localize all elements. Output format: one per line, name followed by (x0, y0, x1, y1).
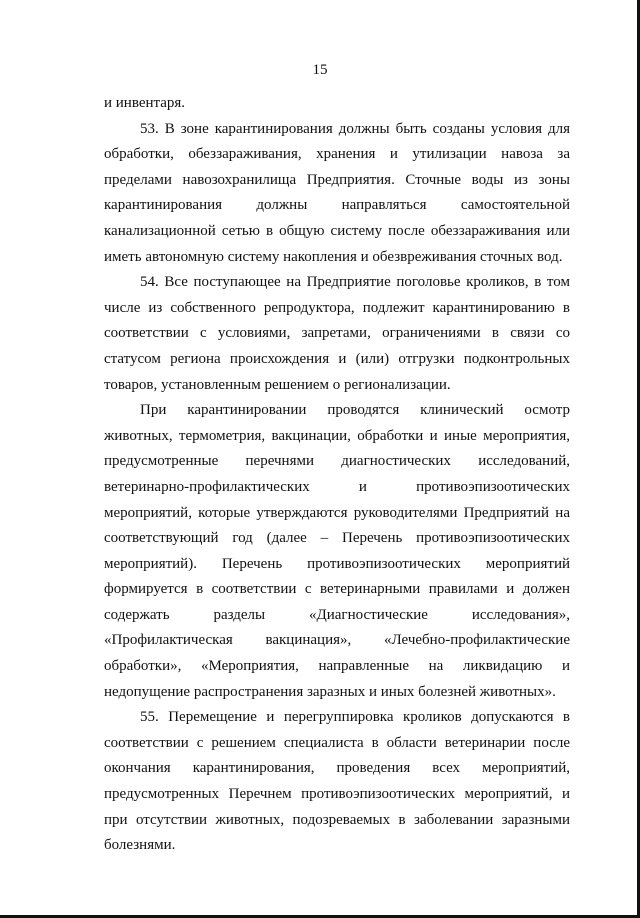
paragraph-53: 53. В зоне карантинирования должны быть созданы условия для обработки, обеззараживания, хранения и утилизации навоза за пределами навозохранилища Предприятия. Сточные воды из зоны карантинирования должны направляться самостоятельной канализационной сетью в общую систему после обеззараживания или иметь автономную систему накопления и обезвреживания сточных вод. (104, 120, 570, 265)
paragraph-54: 54. Все поступающее на Предприятие поголовье кроликов, в том числе из собственного репродуктора, подлежит карантинированию в соответствии с условиями, запретами, ограничениями в связи со статусом региона происхождения и (или) отгрузки подконтрольных товаров, установленным решением о регионализации. (104, 274, 570, 393)
document-body (104, 91, 570, 859)
page-number: 15 (312, 62, 328, 78)
paragraph-quarantine-measures: При карантинировании проводятся клинический осмотр животных, термометрия, вакцинации, обработки и иные мероприятия, предусмотренные перечнями диагностических исследований, ветеринарно-профилактических и противоэпизоотических мероприятий, которые утверждаются руководителями Предприятий на соответствующий год (далее – Перечень противоэпизоотических мероприятий). Перечень противоэпизоотических мероприятий формируется в соответствии с ветеринарными правилами и должен содержать разделы «Диагностические исследования», «Профилактическая вакцинация», «Лечебно-профилактические обработки», «Мероприятия, направленные на ликвидацию и недопущение распространения заразных и иных болезней животных». (104, 402, 570, 700)
paragraph-55: 55. Перемещение и перегруппировка кроликов допускаются в соответствии с решением специалиста в области ветеринарии после окончания карантинирования, проведения всех мероприятий, предусмотренных Перечнем противоэпизоотических мероприятий, и при отсутствии животных, подозреваемых в заболевании заразными болезнями. (104, 709, 570, 854)
paragraph-continuation: и инвентаря. (104, 95, 186, 111)
